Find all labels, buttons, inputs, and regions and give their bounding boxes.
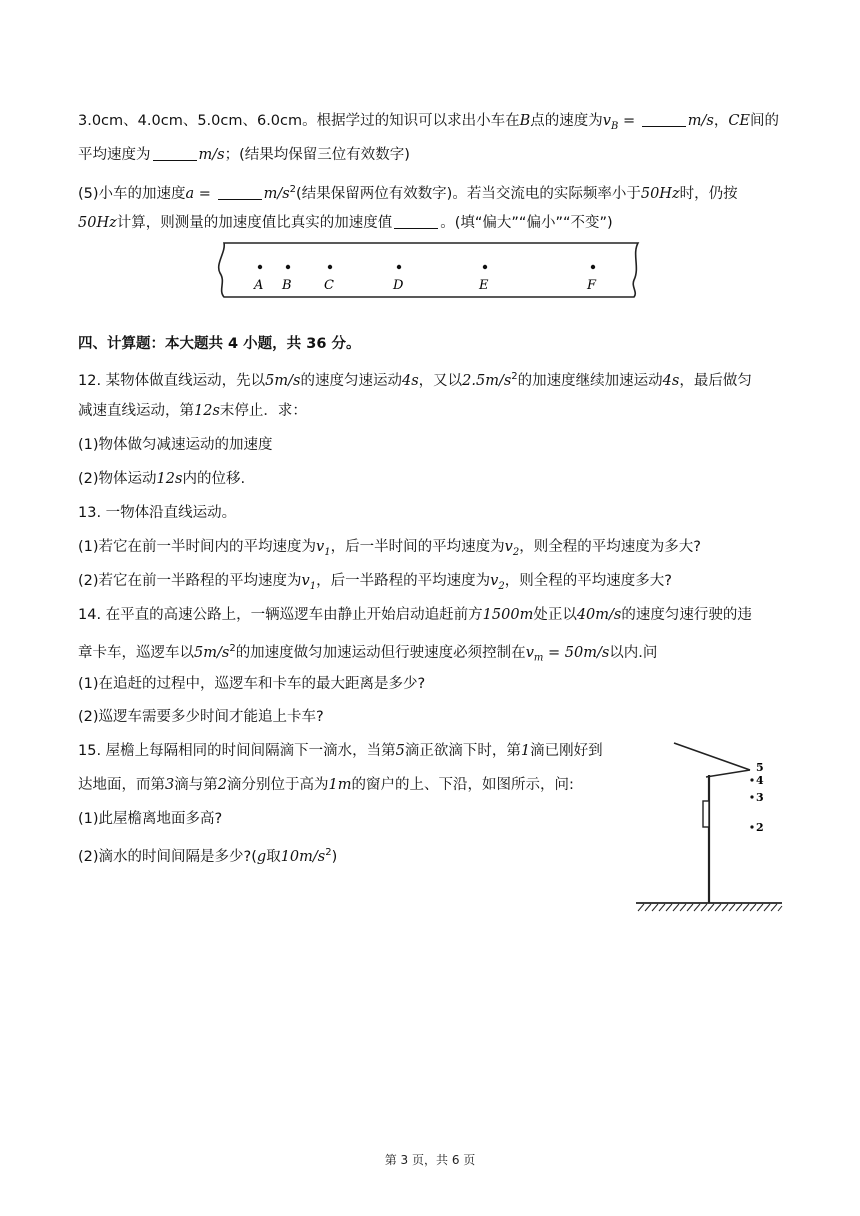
question-12-part-1: (1)物体做匀减速运动的加速度 xyxy=(78,437,273,453)
drop-label-2: 2 xyxy=(756,821,764,834)
answer-blank-accel xyxy=(218,185,262,200)
tape-label-f: F xyxy=(587,278,597,293)
tape-dot-f xyxy=(591,265,595,269)
question-12-part-2: (2)物体运动12s内的位移. xyxy=(78,471,246,487)
question-14-part-2: (2)巡逻车需要多少时间才能追上卡车? xyxy=(78,709,324,725)
question-13-stem: 13. 一物体沿直线运动。 xyxy=(78,505,237,521)
window xyxy=(703,801,709,827)
question-14-part-1: (1)在追赶的过程中，巡逻车和卡车的最大距离是多少? xyxy=(78,676,426,692)
tape-label-b: B xyxy=(282,278,292,293)
question-15-line-1: 15. 屋檐上每隔相同的时间间隔滴下一滴水，当第5滴正欲滴下时，第1滴已刚好到 xyxy=(78,743,603,759)
answer-blank-vce xyxy=(153,146,197,161)
tape-label-e: E xyxy=(479,278,489,293)
drop-label-4: 4 xyxy=(756,774,764,787)
tape-dot-a xyxy=(258,265,262,269)
tape-label-c: C xyxy=(324,278,334,293)
answer-blank-bias xyxy=(394,214,438,229)
drop-label-5: 5 xyxy=(756,761,764,774)
tape-dot-c xyxy=(328,265,332,269)
question-13-part-2: (2)若它在前一半路程的平均速度为$v_1$，后一半路程的平均速度为$v_2$，则全程的平均速度多大? xyxy=(78,573,672,592)
drop-3 xyxy=(750,795,753,798)
drop-4 xyxy=(750,778,753,781)
roof-eave xyxy=(674,743,750,770)
text-line-4: 50Hz计算，则测量的加速度值比真实的加速度值 。(填“偏大”“偏小”“不变”) xyxy=(78,215,613,231)
text-line-1: 3.0cm、4.0cm、5.0cm、6.0cm。根据学过的知识可以求出小车在B点的速度为$v_B = m/s$，CE间的 xyxy=(78,113,779,132)
question-12-line-2: 减速直线运动，第12s末停止．求： xyxy=(78,403,307,419)
tape-label-d: D xyxy=(393,278,404,293)
question-12-line-1: 12. 某物体做直线运动，先以5m/s的速度匀速运动4s，又以$2.5m/s^2$的加速度继续加速运动4s，最后做匀 xyxy=(78,371,752,389)
question-15-line-2: 达地面，而第3滴与第2滴分别位于高为1m的窗户的上、下沿，如图所示，问: xyxy=(78,777,574,793)
question-15-part-2: (2)滴水的时间间隔是多少?(g取$10m/s^2$) xyxy=(78,847,338,865)
question-13-part-1: (1)若它在前一半时间内的平均速度为$v_1$，后一半时间的平均速度为$v_2$，则全程的平均速度为多大? xyxy=(78,539,701,558)
question-14-line-1: 14. 在平直的高速公路上，一辆巡逻车由静止开始启动追赶前方1500m处正以40m/s的速度匀速行驶的违 xyxy=(78,607,752,623)
roof-underside xyxy=(706,770,750,777)
tape-dot-e xyxy=(483,265,487,269)
answer-blank-vb xyxy=(642,112,686,127)
ticker-tape-figure xyxy=(214,240,644,300)
text-line-2: 平均速度为 m/s；(结果均保留三位有效数字) xyxy=(78,147,410,163)
roof-drops-figure xyxy=(630,735,790,920)
tape-dot-b xyxy=(286,265,290,269)
tape-dot-d xyxy=(397,265,401,269)
page-footer: 第 3 页，共 6 页 xyxy=(384,1153,476,1167)
tape-label-a: A xyxy=(254,278,264,293)
question-14-line-2: 章卡车，巡逻车以$5m/s^2$的加速度做匀加速运动但行驶速度必须控制在$v_m = 50m/s$以内.问 xyxy=(78,643,658,664)
drop-label-3: 3 xyxy=(756,791,764,804)
text-line-3: (5)小车的加速度$a = m/s^2$(结果保留两位有效数字)。若当交流电的实际频率小于50Hz时，仍按 xyxy=(78,184,738,202)
drop-2 xyxy=(750,825,753,828)
section-heading: 四、计算题：本大题共 4 小题，共 36 分。 xyxy=(78,336,361,352)
ground-hatching xyxy=(638,904,782,911)
question-15-part-1: (1)此屋檐离地面多高? xyxy=(78,811,223,827)
